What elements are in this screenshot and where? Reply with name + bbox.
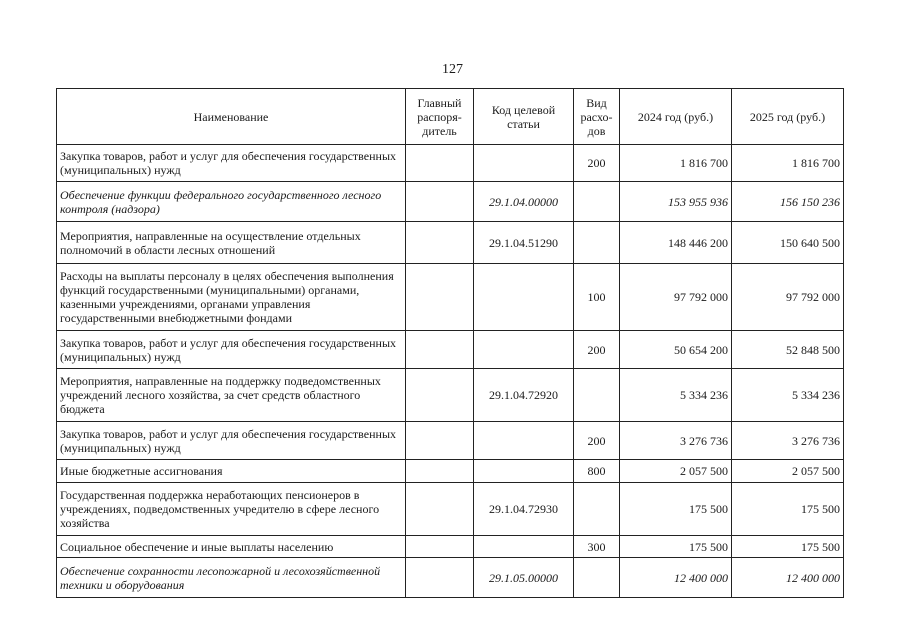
row-type: 200 — [574, 422, 620, 460]
row-2024: 175 500 — [620, 483, 732, 536]
row-name: Обеспечение функции федерального государственного лесного контроля (надзора) — [57, 182, 406, 222]
row-type — [574, 222, 620, 264]
row-code: 29.1.05.00000 — [474, 558, 574, 598]
row-code — [474, 264, 574, 331]
row-2024: 5 334 236 — [620, 369, 732, 422]
row-2025: 1 816 700 — [732, 145, 844, 182]
header-2024: 2024 год (руб.) — [620, 89, 732, 145]
table-row — [57, 264, 844, 331]
row-name: Закупка товаров, работ и услуг для обеспечения государственных (муниципальных) нужд — [57, 422, 406, 460]
row-admin — [406, 182, 474, 222]
row-2024: 97 792 000 — [620, 264, 732, 331]
row-type: 200 — [574, 145, 620, 182]
row-2024: 2 057 500 — [620, 460, 732, 483]
header-2025: 2025 год (руб.) — [732, 89, 844, 145]
table-row — [57, 182, 844, 222]
row-code — [474, 145, 574, 182]
row-name: Расходы на выплаты персоналу в целях обеспечения выполнения функций государственными (муниципальными) органами, казенными учреждениями, органами управления государственными внебюджетными фондами — [57, 264, 406, 331]
row-2025: 97 792 000 — [732, 264, 844, 331]
row-name: Мероприятия, направленные на поддержку подведомственных учреждений лесного хозяйства, за счет средств областного бюджета — [57, 369, 406, 422]
row-code — [474, 331, 574, 369]
page-number: 127 — [442, 62, 463, 77]
row-admin — [406, 331, 474, 369]
row-name: Социальное обеспечение и иные выплаты населению — [57, 536, 406, 558]
row-2024: 50 654 200 — [620, 331, 732, 369]
row-admin — [406, 222, 474, 264]
row-type — [574, 369, 620, 422]
budget-table — [56, 88, 844, 598]
row-type — [574, 182, 620, 222]
row-type — [574, 558, 620, 598]
row-code: 29.1.04.51290 — [474, 222, 574, 264]
row-admin — [406, 460, 474, 483]
row-admin — [406, 264, 474, 331]
row-name: Закупка товаров, работ и услуг для обеспечения государственных (муниципальных) нужд — [57, 145, 406, 182]
row-admin — [406, 145, 474, 182]
row-2025: 12 400 000 — [732, 558, 844, 598]
row-name: Обеспечение сохранности лесопожарной и лесохозяйственной техники и оборудования — [57, 558, 406, 598]
row-type: 800 — [574, 460, 620, 483]
table-row — [57, 222, 844, 264]
row-2025: 5 334 236 — [732, 369, 844, 422]
row-code — [474, 422, 574, 460]
row-2024: 153 955 936 — [620, 182, 732, 222]
header-name: Наименование — [57, 89, 406, 145]
row-2025: 150 640 500 — [732, 222, 844, 264]
row-2024: 1 816 700 — [620, 145, 732, 182]
row-name: Закупка товаров, работ и услуг для обеспечения государственных (муниципальных) нужд — [57, 331, 406, 369]
table-row — [57, 331, 844, 369]
row-2025: 156 150 236 — [732, 182, 844, 222]
row-2025: 2 057 500 — [732, 460, 844, 483]
row-type — [574, 483, 620, 536]
table-row — [57, 536, 844, 558]
row-type: 100 — [574, 264, 620, 331]
table-row — [57, 422, 844, 460]
row-type: 300 — [574, 536, 620, 558]
table-row — [57, 483, 844, 536]
header-code: Код целевой статьи — [474, 89, 574, 145]
row-admin — [406, 483, 474, 536]
row-type: 200 — [574, 331, 620, 369]
row-2024: 175 500 — [620, 536, 732, 558]
row-code: 29.1.04.72930 — [474, 483, 574, 536]
row-2024: 12 400 000 — [620, 558, 732, 598]
table-header-row — [57, 89, 844, 145]
row-2024: 148 446 200 — [620, 222, 732, 264]
header-admin: Главный распоря-дитель — [406, 89, 474, 145]
row-2025: 52 848 500 — [732, 331, 844, 369]
row-2025: 175 500 — [732, 483, 844, 536]
row-code: 29.1.04.00000 — [474, 182, 574, 222]
table-row — [57, 558, 844, 598]
row-2024: 3 276 736 — [620, 422, 732, 460]
table-row — [57, 460, 844, 483]
row-code — [474, 536, 574, 558]
row-name: Государственная поддержка неработающих пенсионеров в учреждениях, подведомственных учредителю в сфере лесного хозяйства — [57, 483, 406, 536]
table-row — [57, 145, 844, 182]
row-2025: 3 276 736 — [732, 422, 844, 460]
row-name: Иные бюджетные ассигнования — [57, 460, 406, 483]
row-code — [474, 460, 574, 483]
row-admin — [406, 558, 474, 598]
row-name: Мероприятия, направленные на осуществление отдельных полномочий в области лесных отношений — [57, 222, 406, 264]
row-admin — [406, 369, 474, 422]
row-code: 29.1.04.72920 — [474, 369, 574, 422]
row-2025: 175 500 — [732, 536, 844, 558]
row-admin — [406, 536, 474, 558]
header-type: Вид расхо-дов — [574, 89, 620, 145]
table-row — [57, 369, 844, 422]
row-admin — [406, 422, 474, 460]
